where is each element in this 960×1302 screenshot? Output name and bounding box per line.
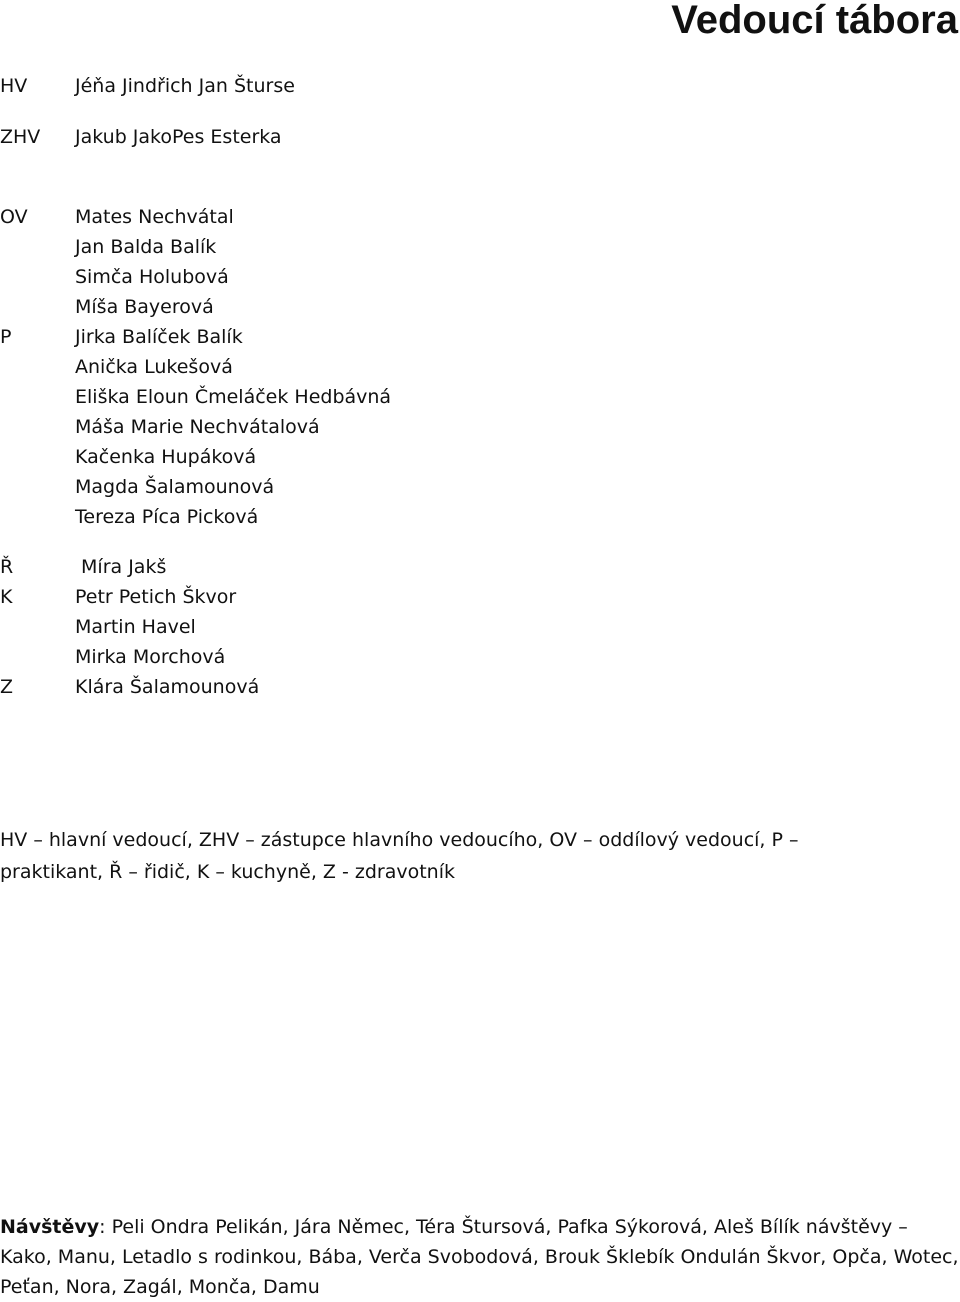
- role-code: P: [0, 326, 12, 348]
- leader-name: Simča Holubová: [75, 266, 229, 288]
- leader-name: Petr Petich Škvor: [75, 586, 237, 608]
- leader-name: Mates Nechvátal: [75, 206, 234, 228]
- role-code: ZHV: [0, 126, 41, 148]
- leader-name: Jéňa Jindřich Jan Šturse: [75, 75, 295, 97]
- page-title: Vedoucí tábora: [671, 0, 958, 42]
- role-code: OV: [0, 206, 28, 228]
- leader-name: Mirka Morchová: [75, 646, 226, 668]
- leader-name: Anička Lukešová: [75, 356, 233, 378]
- leader-name: Jan Balda Balík: [75, 236, 217, 258]
- role-code: Z: [0, 676, 14, 698]
- leader-name: Klára Šalamounová: [75, 676, 260, 698]
- leader-name: Tereza Píca Picková: [75, 506, 259, 528]
- leader-name: Kačenka Hupáková: [75, 446, 257, 468]
- leader-name: Jirka Balíček Balík: [75, 326, 243, 348]
- role-legend: HV – hlavní vedoucí, ZHV – zástupce hlavního vedoucího, OV – oddílový vedoucí, P – praktikant, Ř – řidič, K – kuchyně, Z - zdravotník: [0, 829, 799, 883]
- leader-name: Míra Jakš: [75, 556, 167, 578]
- visits-label: Návštěvy: [0, 1216, 100, 1238]
- leader-name: Magda Šalamounová: [75, 476, 275, 498]
- leader-name: Eliška Eloun Čmeláček Hedbávná: [75, 386, 392, 408]
- visits-text: : Peli Ondra Pelikán, Jára Němec, Téra Štursová, Pafka Sýkorová, Aleš Bílík návštěvy – Kako, Manu, Letadlo s rodinkou, Bába, Verča Svobodová, Brouk Šklebík Ondulán Škvor, Opča, Wotec, Peťan, Nora, Zagál, Monča, Damu: [0, 1216, 959, 1298]
- role-code: Ř: [0, 556, 14, 578]
- role-code: HV: [0, 75, 28, 97]
- role-code: K: [0, 586, 13, 608]
- leader-name: Máša Marie Nechvátalová: [75, 416, 320, 438]
- leader-name: Martin Havel: [75, 616, 196, 638]
- leader-name: Jakub JakoPes Esterka: [75, 126, 282, 148]
- leader-name: Míša Bayerová: [75, 296, 214, 318]
- visits-paragraph: [0, 1212, 960, 1302]
